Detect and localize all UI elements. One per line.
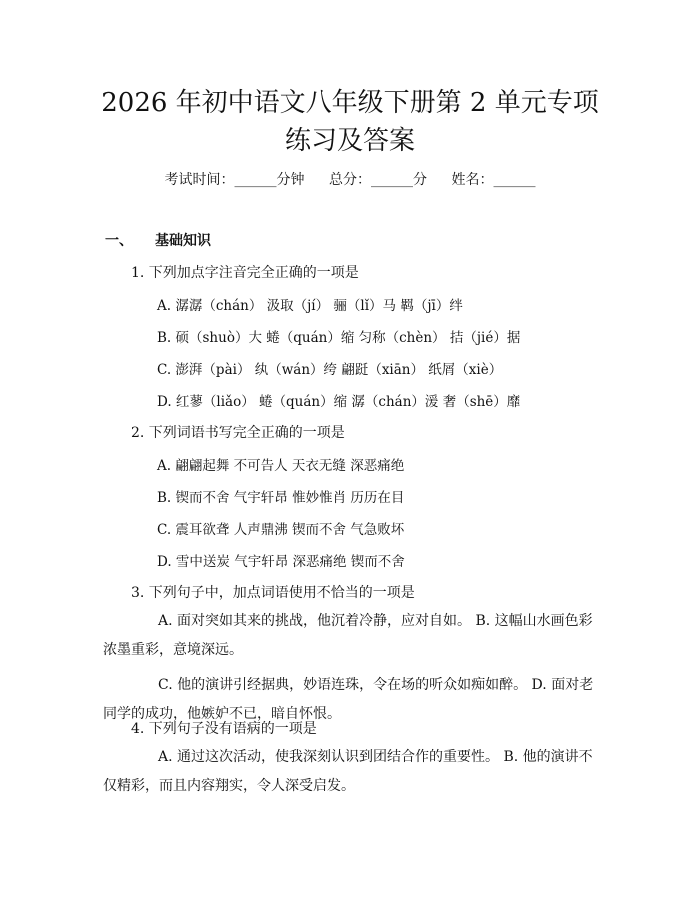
question-2-option-c: C. 震耳欲聋 人声鼎沸 锲而不舍 气急败坏 — [157, 522, 405, 538]
question-4-options-ab: A. 通过这次活动，使我深刻认识到团结合作的重要性。 B. 他的演讲不仅精彩，而且内容翔实，令人深受启发。 — [103, 749, 593, 794]
section-number: 一、 — [105, 233, 133, 249]
question-4-stem: 4. 下列句子没有语病的一项是 — [131, 721, 317, 737]
student-name-field: 姓名：______ — [451, 172, 536, 188]
exam-time-field: 考试时间：______分钟 — [164, 172, 305, 188]
question-1-option-b: B. 硕（shuò）大 蜷（quán）缩 匀称（chèn） 拮（jié）据 — [157, 330, 521, 346]
section-heading — [105, 230, 211, 250]
question-1-option-d: D. 红蓼（liǎo） 蜷（quán）缩 潺（chán）湲 奢（shē）靡 — [157, 394, 521, 410]
question-1-option-a: A. 潺潺（chán） 汲取（jí） 骊（lǐ）马 羁（jī）绊 — [157, 298, 463, 314]
exam-meta — [0, 169, 700, 189]
question-3-stem: 3. 下列句子中，加点词语使用不恰当的一项是 — [131, 585, 415, 601]
question-3-options-ab: A. 面对突如其来的挑战，他沉着冷静，应对自如。 B. 这幅山水画色彩浓墨重彩，意境深远。 — [103, 613, 593, 658]
question-1-stem: 1. 下列加点字注音完全正确的一项是 — [131, 265, 359, 281]
question-2-option-a: A. 翩翩起舞 不可告人 天衣无缝 深恶痛绝 — [157, 458, 405, 474]
section-label: 基础知识 — [155, 233, 211, 249]
question-2-stem: 2. 下列词语书写完全正确的一项是 — [131, 425, 345, 441]
question-2-option-d: D. 雪中送炭 气宇轩昂 深恶痛绝 锲而不舍 — [157, 554, 405, 570]
page-title: 2026 年初中语文八年级下册第 2 单元专项练习及答案 — [101, 88, 599, 156]
question-1-option-c: C. 澎湃（pài） 纨（wán）绔 翩跹（xiān） 纸屑（xiè） — [157, 362, 503, 378]
question-2-option-b: B. 锲而不舍 气宇轩昂 惟妙惟肖 历历在目 — [157, 490, 405, 506]
total-score-field: 总分：______分 — [329, 172, 427, 188]
question-3-options-cd: C. 他的演讲引经据典，妙语连珠，令在场的听众如痴如醉。 D. 面对老同学的成功，他嫉妒不已，暗自怀恨。 — [103, 677, 594, 722]
